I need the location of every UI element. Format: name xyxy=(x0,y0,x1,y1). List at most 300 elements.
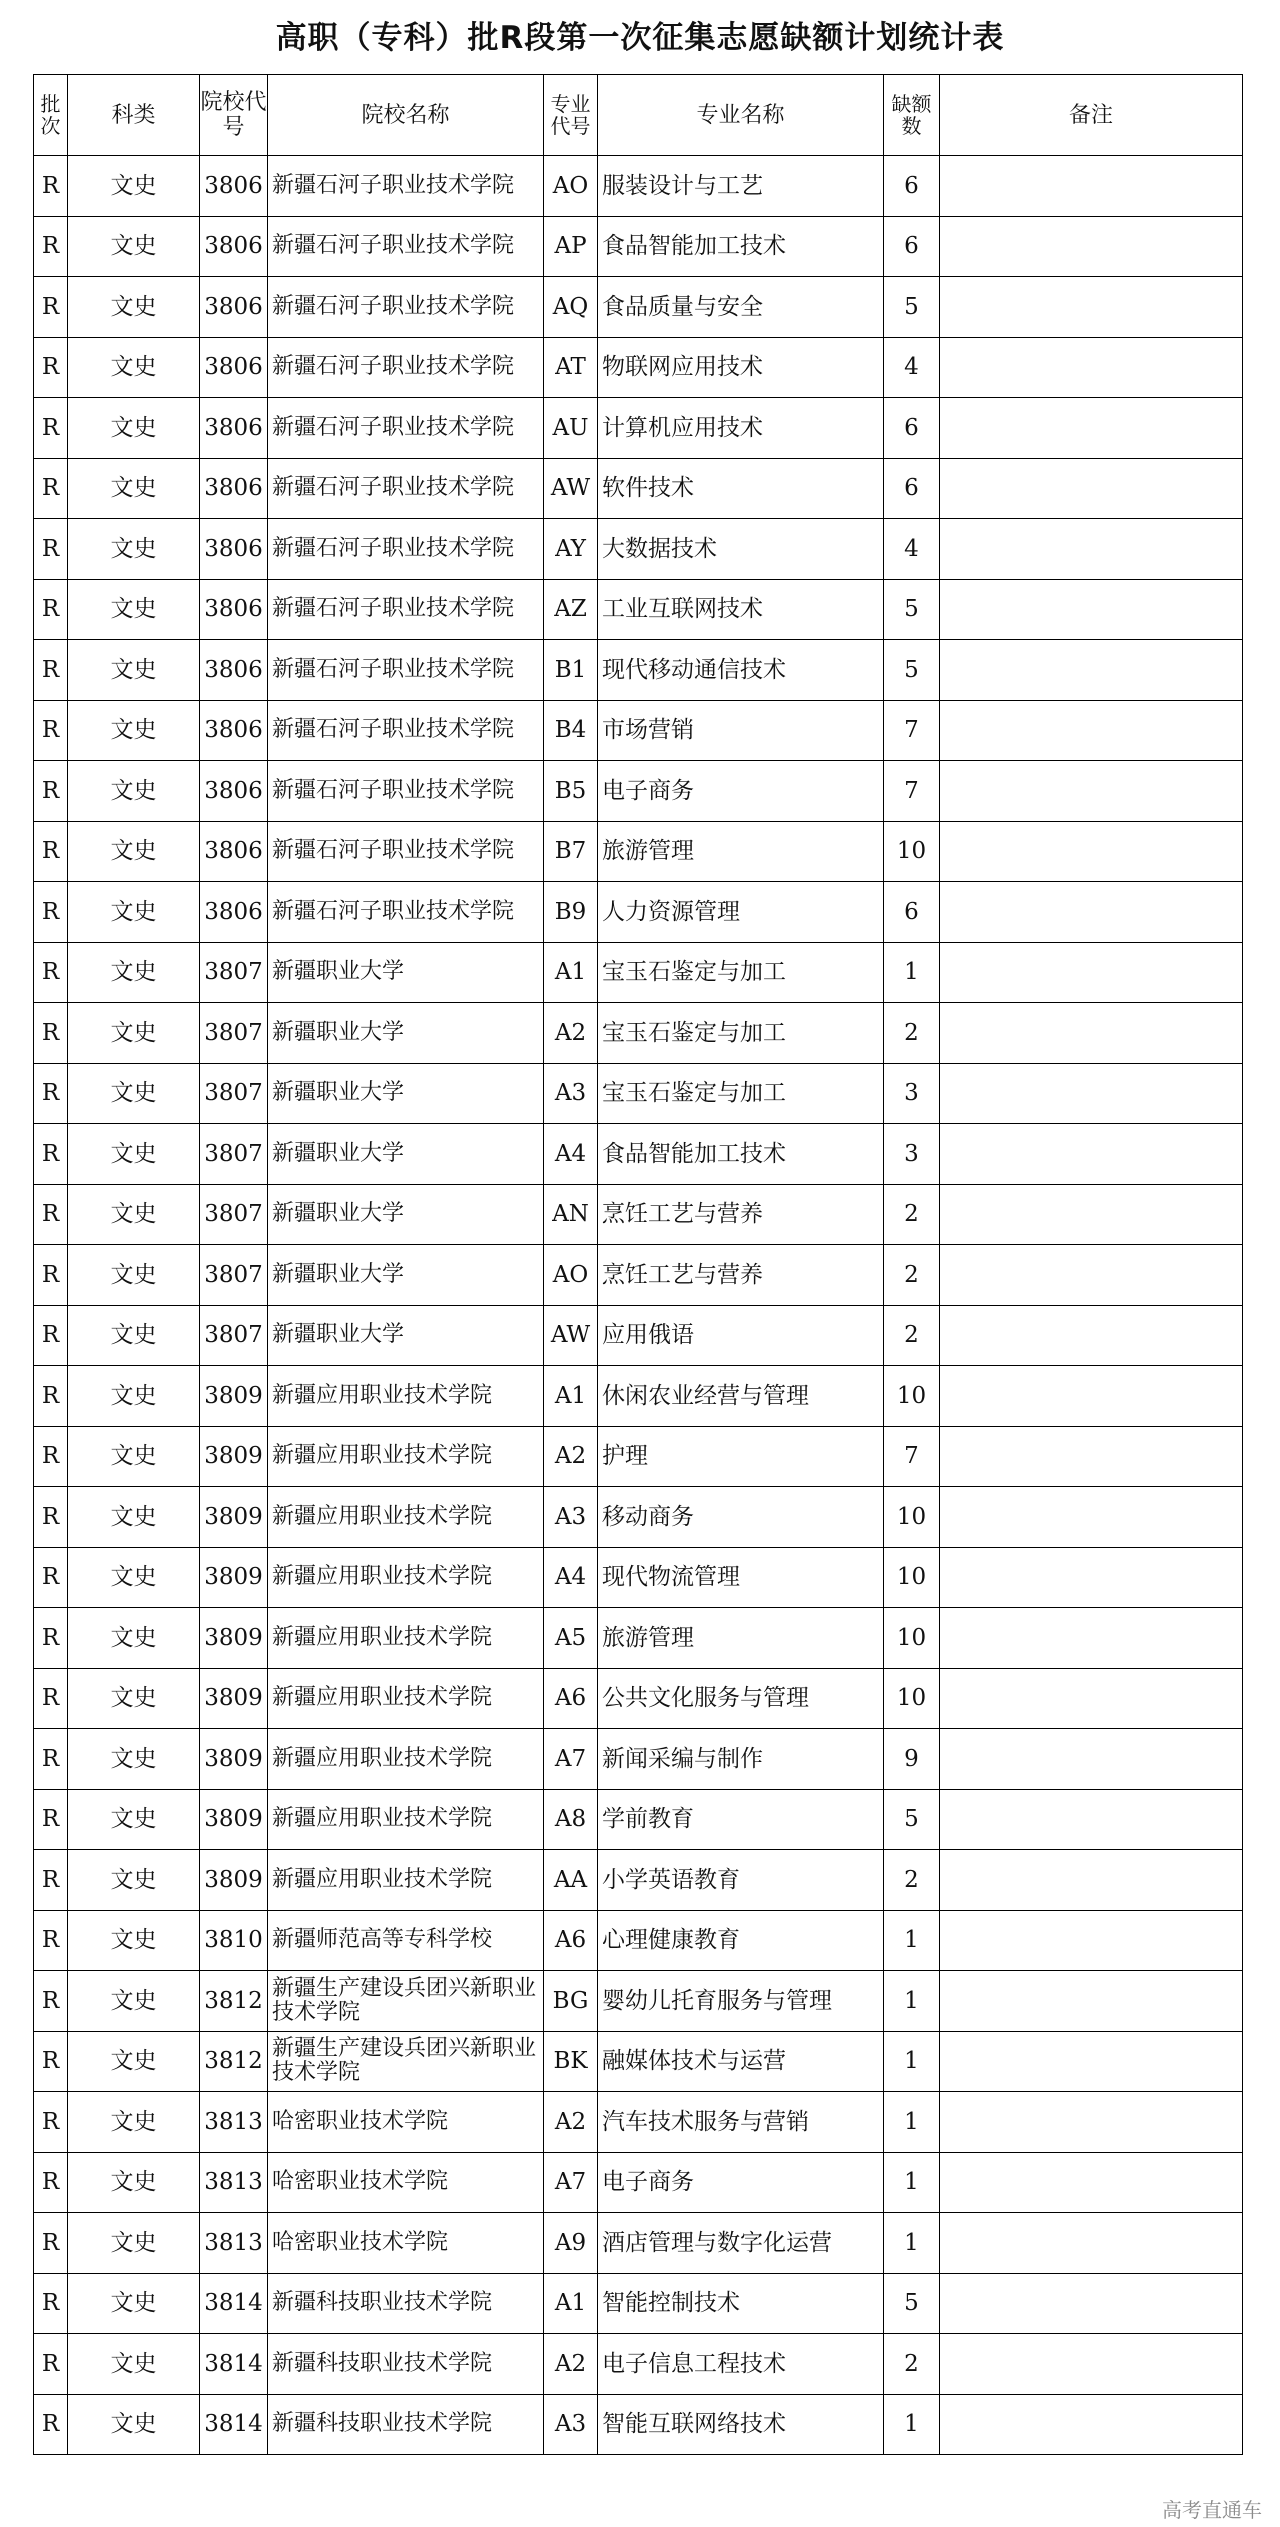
cell-school-code: 3809 xyxy=(200,1487,268,1548)
cell-major-name: 服装设计与工艺 xyxy=(598,156,884,217)
cell-major-code: BK xyxy=(544,2031,598,2092)
cell-remarks xyxy=(940,2394,1243,2455)
cell-school-code: 3806 xyxy=(200,640,268,701)
cell-major-code: A3 xyxy=(544,1063,598,1124)
cell-batch: R xyxy=(34,2152,68,2213)
cell-school-code: 3806 xyxy=(200,277,268,338)
cell-school-name: 新疆师范高等专科学校 xyxy=(268,1910,544,1971)
cell-batch: R xyxy=(34,1668,68,1729)
cell-school-code: 3806 xyxy=(200,761,268,822)
table-row xyxy=(34,2092,1243,2153)
table-row xyxy=(34,1184,1243,1245)
cell-category: 文史 xyxy=(68,1124,200,1185)
cell-school-code: 3807 xyxy=(200,1124,268,1185)
cell-school-code: 3812 xyxy=(200,1971,268,2032)
cell-major-name: 计算机应用技术 xyxy=(598,398,884,459)
cell-major-name: 烹饪工艺与营养 xyxy=(598,1245,884,1306)
cell-school-code: 3806 xyxy=(200,821,268,882)
cell-remarks xyxy=(940,2092,1243,2153)
cell-batch: R xyxy=(34,1487,68,1548)
cell-batch: R xyxy=(34,2273,68,2334)
cell-major-code: A2 xyxy=(544,2334,598,2395)
cell-school-name: 哈密职业技术学院 xyxy=(268,2092,544,2153)
cell-vacancies: 6 xyxy=(884,216,940,277)
cell-remarks xyxy=(940,337,1243,398)
cell-vacancies: 10 xyxy=(884,1608,940,1669)
cell-category: 文史 xyxy=(68,1184,200,1245)
cell-vacancies: 9 xyxy=(884,1729,940,1790)
cell-category: 文史 xyxy=(68,1003,200,1064)
cell-school-name: 新疆科技职业技术学院 xyxy=(268,2273,544,2334)
cell-category: 文史 xyxy=(68,700,200,761)
cell-major-code: BG xyxy=(544,1971,598,2032)
cell-school-code: 3806 xyxy=(200,700,268,761)
cell-school-name: 新疆石河子职业技术学院 xyxy=(268,458,544,519)
table-row xyxy=(34,2213,1243,2274)
cell-school-name: 新疆应用职业技术学院 xyxy=(268,1668,544,1729)
cell-batch: R xyxy=(34,579,68,640)
table-row xyxy=(34,1789,1243,1850)
cell-remarks xyxy=(940,156,1243,217)
cell-remarks xyxy=(940,1910,1243,1971)
cell-school-code: 3806 xyxy=(200,458,268,519)
cell-school-code: 3806 xyxy=(200,156,268,217)
cell-batch: R xyxy=(34,2092,68,2153)
cell-remarks xyxy=(940,2152,1243,2213)
cell-batch: R xyxy=(34,1063,68,1124)
cell-remarks xyxy=(940,1668,1243,1729)
table-row xyxy=(34,1003,1243,1064)
cell-remarks xyxy=(940,2334,1243,2395)
cell-batch: R xyxy=(34,1608,68,1669)
cell-major-code: A1 xyxy=(544,942,598,1003)
cell-major-name: 大数据技术 xyxy=(598,519,884,580)
cell-remarks xyxy=(940,1789,1243,1850)
cell-category: 文史 xyxy=(68,579,200,640)
cell-major-code: A3 xyxy=(544,1487,598,1548)
cell-remarks xyxy=(940,1305,1243,1366)
cell-school-name: 新疆石河子职业技术学院 xyxy=(268,821,544,882)
header-remarks: 备注 xyxy=(940,75,1243,156)
cell-remarks xyxy=(940,1063,1243,1124)
header-batch: 批次 xyxy=(34,75,68,156)
cell-vacancies: 6 xyxy=(884,882,940,943)
cell-school-name: 新疆职业大学 xyxy=(268,1063,544,1124)
cell-remarks xyxy=(940,579,1243,640)
cell-major-code: B5 xyxy=(544,761,598,822)
cell-batch: R xyxy=(34,2394,68,2455)
cell-batch: R xyxy=(34,761,68,822)
cell-remarks xyxy=(940,2213,1243,2274)
cell-school-name: 新疆职业大学 xyxy=(268,942,544,1003)
cell-batch: R xyxy=(34,1124,68,1185)
cell-major-code: B7 xyxy=(544,821,598,882)
cell-major-name: 现代物流管理 xyxy=(598,1547,884,1608)
cell-batch: R xyxy=(34,458,68,519)
cell-major-name: 电子商务 xyxy=(598,2152,884,2213)
table-row xyxy=(34,2152,1243,2213)
cell-major-name: 心理健康教育 xyxy=(598,1910,884,1971)
table-row xyxy=(34,1063,1243,1124)
cell-batch: R xyxy=(34,700,68,761)
cell-major-name: 学前教育 xyxy=(598,1789,884,1850)
cell-school-name: 新疆石河子职业技术学院 xyxy=(268,156,544,217)
cell-school-name: 新疆应用职业技术学院 xyxy=(268,1366,544,1427)
cell-school-code: 3806 xyxy=(200,398,268,459)
cell-remarks xyxy=(940,700,1243,761)
cell-major-name: 小学英语教育 xyxy=(598,1850,884,1911)
cell-school-code: 3807 xyxy=(200,1003,268,1064)
table-row xyxy=(34,1608,1243,1669)
cell-batch: R xyxy=(34,1789,68,1850)
table-row xyxy=(34,1366,1243,1427)
cell-major-name: 酒店管理与数字化运营 xyxy=(598,2213,884,2274)
cell-school-name: 新疆应用职业技术学院 xyxy=(268,1426,544,1487)
cell-vacancies: 6 xyxy=(884,398,940,459)
cell-vacancies: 5 xyxy=(884,1789,940,1850)
cell-vacancies: 5 xyxy=(884,277,940,338)
cell-school-code: 3807 xyxy=(200,1063,268,1124)
table-row xyxy=(34,821,1243,882)
cell-remarks xyxy=(940,2273,1243,2334)
cell-batch: R xyxy=(34,1184,68,1245)
cell-vacancies: 10 xyxy=(884,1547,940,1608)
cell-major-name: 现代移动通信技术 xyxy=(598,640,884,701)
cell-school-code: 3806 xyxy=(200,882,268,943)
vacancy-table xyxy=(33,74,1243,2455)
cell-school-name: 新疆石河子职业技术学院 xyxy=(268,398,544,459)
cell-major-code: B1 xyxy=(544,640,598,701)
cell-major-name: 应用俄语 xyxy=(598,1305,884,1366)
cell-major-name: 休闲农业经营与管理 xyxy=(598,1366,884,1427)
cell-major-code: A9 xyxy=(544,2213,598,2274)
cell-school-name: 新疆职业大学 xyxy=(268,1003,544,1064)
cell-major-name: 旅游管理 xyxy=(598,1608,884,1669)
cell-major-code: B4 xyxy=(544,700,598,761)
cell-school-code: 3809 xyxy=(200,1366,268,1427)
cell-batch: R xyxy=(34,1971,68,2032)
cell-major-code: A1 xyxy=(544,2273,598,2334)
table-row xyxy=(34,458,1243,519)
cell-school-name: 新疆石河子职业技术学院 xyxy=(268,882,544,943)
cell-remarks xyxy=(940,216,1243,277)
cell-major-code: AP xyxy=(544,216,598,277)
cell-major-name: 烹饪工艺与营养 xyxy=(598,1184,884,1245)
cell-school-name: 新疆职业大学 xyxy=(268,1305,544,1366)
cell-vacancies: 3 xyxy=(884,1063,940,1124)
cell-school-name: 哈密职业技术学院 xyxy=(268,2213,544,2274)
cell-major-code: A6 xyxy=(544,1668,598,1729)
cell-category: 文史 xyxy=(68,1971,200,2032)
cell-category: 文史 xyxy=(68,1245,200,1306)
cell-vacancies: 5 xyxy=(884,579,940,640)
cell-school-name: 新疆科技职业技术学院 xyxy=(268,2394,544,2455)
cell-batch: R xyxy=(34,277,68,338)
cell-vacancies: 6 xyxy=(884,156,940,217)
table-row xyxy=(34,1910,1243,1971)
cell-remarks xyxy=(940,882,1243,943)
cell-major-code: AN xyxy=(544,1184,598,1245)
cell-school-code: 3813 xyxy=(200,2152,268,2213)
table-row xyxy=(34,2394,1243,2455)
cell-school-code: 3807 xyxy=(200,1245,268,1306)
page-title: 高职（专科）批R段第一次征集志愿缺额计划统计表 xyxy=(275,20,1005,56)
cell-major-name: 工业互联网技术 xyxy=(598,579,884,640)
header-category: 科类 xyxy=(68,75,200,156)
cell-vacancies: 1 xyxy=(884,2031,940,2092)
cell-remarks xyxy=(940,640,1243,701)
cell-major-code: A1 xyxy=(544,1366,598,1427)
cell-school-code: 3809 xyxy=(200,1789,268,1850)
cell-category: 文史 xyxy=(68,1729,200,1790)
cell-category: 文史 xyxy=(68,2394,200,2455)
cell-major-name: 护理 xyxy=(598,1426,884,1487)
cell-remarks xyxy=(940,942,1243,1003)
header-major-code: 专业代号 xyxy=(544,75,598,156)
cell-major-code: AO xyxy=(544,1245,598,1306)
cell-major-name: 电子商务 xyxy=(598,761,884,822)
cell-vacancies: 1 xyxy=(884,1971,940,2032)
cell-school-code: 3806 xyxy=(200,519,268,580)
table-row xyxy=(34,1426,1243,1487)
cell-school-code: 3806 xyxy=(200,337,268,398)
cell-major-name: 宝玉石鉴定与加工 xyxy=(598,1003,884,1064)
table-row xyxy=(34,1971,1243,2032)
table-row xyxy=(34,1668,1243,1729)
cell-vacancies: 2 xyxy=(884,1003,940,1064)
cell-school-name: 新疆应用职业技术学院 xyxy=(268,1850,544,1911)
cell-category: 文史 xyxy=(68,942,200,1003)
cell-remarks xyxy=(940,821,1243,882)
cell-major-name: 电子信息工程技术 xyxy=(598,2334,884,2395)
cell-category: 文史 xyxy=(68,1789,200,1850)
cell-remarks xyxy=(940,1426,1243,1487)
cell-category: 文史 xyxy=(68,1608,200,1669)
cell-vacancies: 10 xyxy=(884,1487,940,1548)
cell-major-name: 宝玉石鉴定与加工 xyxy=(598,1063,884,1124)
header-vacancies: 缺额数 xyxy=(884,75,940,156)
cell-school-code: 3806 xyxy=(200,216,268,277)
cell-category: 文史 xyxy=(68,1910,200,1971)
cell-school-code: 3810 xyxy=(200,1910,268,1971)
cell-remarks xyxy=(940,1729,1243,1790)
cell-major-name: 物联网应用技术 xyxy=(598,337,884,398)
cell-major-code: AT xyxy=(544,337,598,398)
cell-school-code: 3809 xyxy=(200,1850,268,1911)
cell-vacancies: 1 xyxy=(884,2394,940,2455)
table-row xyxy=(34,398,1243,459)
cell-vacancies: 2 xyxy=(884,1245,940,1306)
cell-school-code: 3814 xyxy=(200,2394,268,2455)
table-row xyxy=(34,2273,1243,2334)
table-row xyxy=(34,1729,1243,1790)
cell-school-name: 新疆应用职业技术学院 xyxy=(268,1729,544,1790)
cell-remarks xyxy=(940,1487,1243,1548)
cell-remarks xyxy=(940,398,1243,459)
cell-remarks xyxy=(940,519,1243,580)
cell-vacancies: 1 xyxy=(884,2152,940,2213)
cell-category: 文史 xyxy=(68,1547,200,1608)
cell-major-code: AQ xyxy=(544,277,598,338)
table-row xyxy=(34,1547,1243,1608)
cell-major-name: 宝玉石鉴定与加工 xyxy=(598,942,884,1003)
cell-remarks xyxy=(940,1850,1243,1911)
cell-school-name: 新疆石河子职业技术学院 xyxy=(268,579,544,640)
cell-category: 文史 xyxy=(68,156,200,217)
cell-school-name: 新疆石河子职业技术学院 xyxy=(268,277,544,338)
cell-category: 文史 xyxy=(68,761,200,822)
table-row xyxy=(34,1487,1243,1548)
cell-major-name: 人力资源管理 xyxy=(598,882,884,943)
cell-major-name: 食品质量与安全 xyxy=(598,277,884,338)
cell-remarks xyxy=(940,1124,1243,1185)
cell-major-code: A2 xyxy=(544,1003,598,1064)
cell-school-code: 3809 xyxy=(200,1668,268,1729)
cell-school-code: 3807 xyxy=(200,1184,268,1245)
cell-category: 文史 xyxy=(68,1487,200,1548)
table-row xyxy=(34,942,1243,1003)
cell-batch: R xyxy=(34,1245,68,1306)
cell-school-code: 3809 xyxy=(200,1426,268,1487)
cell-major-code: A2 xyxy=(544,1426,598,1487)
cell-category: 文史 xyxy=(68,1850,200,1911)
cell-batch: R xyxy=(34,1850,68,1911)
cell-category: 文史 xyxy=(68,1366,200,1427)
cell-category: 文史 xyxy=(68,216,200,277)
cell-major-name: 食品智能加工技术 xyxy=(598,216,884,277)
cell-major-name: 旅游管理 xyxy=(598,821,884,882)
cell-school-name: 新疆石河子职业技术学院 xyxy=(268,519,544,580)
cell-category: 文史 xyxy=(68,2213,200,2274)
cell-vacancies: 1 xyxy=(884,2213,940,2274)
cell-school-name: 新疆生产建设兵团兴新职业技术学院 xyxy=(268,1971,544,2032)
cell-school-name: 新疆石河子职业技术学院 xyxy=(268,700,544,761)
cell-category: 文史 xyxy=(68,2031,200,2092)
cell-vacancies: 1 xyxy=(884,1910,940,1971)
cell-school-code: 3809 xyxy=(200,1608,268,1669)
cell-major-name: 移动商务 xyxy=(598,1487,884,1548)
table-row xyxy=(34,579,1243,640)
cell-school-code: 3807 xyxy=(200,1305,268,1366)
table-row xyxy=(34,2334,1243,2395)
cell-major-code: AW xyxy=(544,458,598,519)
table-row xyxy=(34,1124,1243,1185)
cell-school-name: 新疆应用职业技术学院 xyxy=(268,1547,544,1608)
cell-vacancies: 6 xyxy=(884,458,940,519)
table-row xyxy=(34,216,1243,277)
cell-major-code: A4 xyxy=(544,1124,598,1185)
cell-school-name: 新疆生产建设兵团兴新职业技术学院 xyxy=(268,2031,544,2092)
cell-school-code: 3809 xyxy=(200,1729,268,1790)
cell-remarks xyxy=(940,2031,1243,2092)
cell-school-code: 3806 xyxy=(200,579,268,640)
cell-remarks xyxy=(940,1366,1243,1427)
cell-vacancies: 5 xyxy=(884,2273,940,2334)
cell-school-code: 3813 xyxy=(200,2213,268,2274)
cell-remarks xyxy=(940,1245,1243,1306)
cell-school-code: 3812 xyxy=(200,2031,268,2092)
cell-major-code: A7 xyxy=(544,2152,598,2213)
cell-batch: R xyxy=(34,640,68,701)
cell-category: 文史 xyxy=(68,337,200,398)
cell-category: 文史 xyxy=(68,2273,200,2334)
cell-vacancies: 2 xyxy=(884,1305,940,1366)
cell-batch: R xyxy=(34,1366,68,1427)
cell-category: 文史 xyxy=(68,2152,200,2213)
cell-remarks xyxy=(940,1003,1243,1064)
cell-batch: R xyxy=(34,216,68,277)
cell-vacancies: 4 xyxy=(884,337,940,398)
cell-vacancies: 1 xyxy=(884,942,940,1003)
table-row xyxy=(34,1850,1243,1911)
cell-category: 文史 xyxy=(68,1668,200,1729)
cell-batch: R xyxy=(34,821,68,882)
cell-school-code: 3807 xyxy=(200,942,268,1003)
cell-major-code: A7 xyxy=(544,1729,598,1790)
cell-vacancies: 10 xyxy=(884,1668,940,1729)
cell-major-code: AO xyxy=(544,156,598,217)
cell-category: 文史 xyxy=(68,398,200,459)
cell-major-code: A2 xyxy=(544,2092,598,2153)
header-major-name: 专业名称 xyxy=(598,75,884,156)
table-row xyxy=(34,700,1243,761)
cell-batch: R xyxy=(34,882,68,943)
cell-major-code: A4 xyxy=(544,1547,598,1608)
cell-major-code: A6 xyxy=(544,1910,598,1971)
table-row xyxy=(34,640,1243,701)
table-row xyxy=(34,519,1243,580)
cell-school-code: 3814 xyxy=(200,2334,268,2395)
cell-category: 文史 xyxy=(68,821,200,882)
table-row xyxy=(34,277,1243,338)
cell-category: 文史 xyxy=(68,2334,200,2395)
cell-school-name: 新疆职业大学 xyxy=(268,1245,544,1306)
table-header-row xyxy=(34,75,1243,156)
cell-vacancies: 1 xyxy=(884,2092,940,2153)
cell-batch: R xyxy=(34,2031,68,2092)
cell-school-code: 3813 xyxy=(200,2092,268,2153)
cell-category: 文史 xyxy=(68,1426,200,1487)
cell-category: 文史 xyxy=(68,1305,200,1366)
cell-school-name: 新疆石河子职业技术学院 xyxy=(268,337,544,398)
cell-vacancies: 2 xyxy=(884,1184,940,1245)
cell-batch: R xyxy=(34,519,68,580)
cell-batch: R xyxy=(34,2334,68,2395)
cell-major-code: A8 xyxy=(544,1789,598,1850)
cell-major-code: AY xyxy=(544,519,598,580)
cell-vacancies: 7 xyxy=(884,1426,940,1487)
cell-school-name: 新疆石河子职业技术学院 xyxy=(268,216,544,277)
cell-remarks xyxy=(940,458,1243,519)
cell-major-name: 新闻采编与制作 xyxy=(598,1729,884,1790)
header-school-name: 院校名称 xyxy=(268,75,544,156)
cell-major-name: 市场营销 xyxy=(598,700,884,761)
table-row xyxy=(34,761,1243,822)
cell-batch: R xyxy=(34,1547,68,1608)
cell-major-name: 公共文化服务与管理 xyxy=(598,1668,884,1729)
cell-school-code: 3809 xyxy=(200,1547,268,1608)
cell-vacancies: 4 xyxy=(884,519,940,580)
cell-school-name: 新疆应用职业技术学院 xyxy=(268,1789,544,1850)
cell-major-name: 汽车技术服务与营销 xyxy=(598,2092,884,2153)
watermark: 高考直通车 xyxy=(1162,2498,1262,2522)
cell-vacancies: 5 xyxy=(884,640,940,701)
cell-category: 文史 xyxy=(68,1063,200,1124)
cell-major-code: AW xyxy=(544,1305,598,1366)
cell-remarks xyxy=(940,1184,1243,1245)
table-row xyxy=(34,156,1243,217)
cell-major-name: 融媒体技术与运营 xyxy=(598,2031,884,2092)
